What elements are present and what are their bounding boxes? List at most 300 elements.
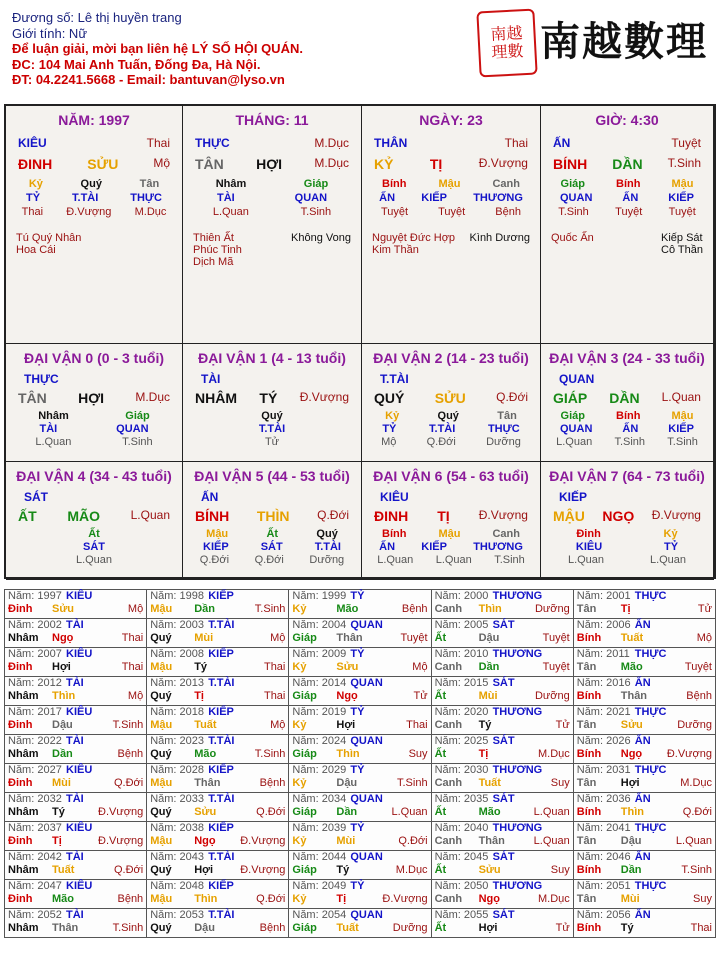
dai-van-hidden-row [545, 528, 709, 540]
year-chi: Dậu [620, 835, 642, 847]
year-cell [431, 880, 573, 909]
year-bottom-row [577, 835, 712, 848]
year-status: Suy [550, 864, 570, 876]
dai-van-hidden-status: L.Quan [75, 554, 113, 566]
pillar-hidden-stars: QUAN [560, 192, 593, 204]
year-chi: Hợi [620, 777, 640, 789]
year-label: Năm: 2038 [150, 822, 204, 834]
year-chi: Sửu [478, 864, 501, 876]
year-top-row [435, 793, 570, 806]
pillar-hidden_status-row [545, 206, 709, 218]
year-chi: Mùi [478, 690, 498, 702]
year-can: Kỷ [292, 661, 307, 673]
dai-van-hidden-status: Q.Đới [199, 554, 230, 566]
year-top-row [150, 619, 285, 632]
extra-star: Cô Thần [661, 244, 703, 256]
year-label: Năm: 2002 [8, 619, 62, 631]
pillar-star-status: M.Dục [314, 136, 349, 150]
year-chi: Sửu [194, 806, 217, 818]
year-status: Đ.Vượng [98, 806, 144, 818]
year-label: Năm: 2019 [292, 706, 347, 718]
year-label: Năm: 2045 [434, 851, 489, 863]
year-top-row [292, 677, 427, 690]
year-chi: Thìn [52, 690, 76, 702]
year-chi: Thân [336, 632, 363, 644]
year-label: Năm: 2040 [434, 822, 489, 834]
year-chi: Mão [336, 603, 359, 615]
year-bottom-row [292, 690, 427, 703]
year-can: Mậu [150, 661, 173, 673]
year-can: Tân [576, 661, 597, 673]
year-can: Bính [576, 690, 602, 702]
pillar-hidden: Nhâm [215, 178, 247, 190]
year-top-row [292, 851, 427, 864]
year-can: Giáp [292, 864, 317, 876]
dai-van-hidden: Kỷ [663, 528, 678, 540]
year-can: Ất [434, 864, 447, 876]
year-status: Dưỡng [534, 603, 570, 615]
year-status: M.Dục [680, 777, 712, 789]
dai-van-hidden: Bính [616, 410, 641, 422]
year-top-row [8, 648, 143, 661]
dai-van-hidden-status: L.Quan [649, 554, 687, 566]
year-star: QUAN [350, 851, 383, 863]
extra-star: Kim Thần [372, 244, 419, 256]
year-top-row [8, 909, 143, 922]
year-chi: Tuất [194, 719, 217, 731]
year-label: Năm: 2042 [8, 851, 62, 863]
dai-van-chi: DẦN [609, 390, 640, 406]
year-top-row [577, 822, 712, 835]
brand-logo: 南越數理 [540, 18, 708, 65]
dai-van-status: Đ.Vượng [651, 508, 701, 522]
pillar-hidden-row [10, 178, 178, 190]
pillar-status: T.Sinh [667, 156, 701, 170]
year-chi: Hợi [52, 661, 71, 673]
year-bottom-row [577, 864, 712, 877]
year-bottom-row [435, 893, 570, 906]
dai-van-status: Đ.Vượng [478, 508, 528, 522]
year-label: Năm: 2027 [8, 764, 62, 776]
year-chi: Tị [52, 835, 62, 847]
year-cell [5, 619, 147, 648]
year-bottom-row [150, 690, 285, 703]
year-label: Năm: 2052 [8, 909, 62, 921]
year-bottom-row [577, 777, 712, 790]
year-cell [5, 677, 147, 706]
year-can: Tân [576, 603, 597, 615]
dai-van-hidden-stars: TÀI [39, 423, 58, 435]
year-can: Giáp [292, 748, 317, 760]
year-status: Q.Đới [256, 806, 286, 818]
year-cell [147, 619, 289, 648]
dai-van-main-row [10, 508, 178, 524]
dai-van-hidden_status-row [366, 554, 536, 566]
year-star: KIÊU [66, 706, 93, 718]
pillar-star: KIÊU [18, 136, 47, 150]
year-can: Tân [576, 835, 597, 847]
year-cell [431, 735, 573, 764]
year-chi: Hợi [194, 864, 214, 876]
dai-van-status: Đ.Vượng [299, 390, 349, 404]
year-status: L.Quan [391, 806, 428, 818]
pillar-extras-right [661, 232, 703, 256]
year-bottom-row [150, 893, 285, 906]
year-bottom-row [577, 806, 712, 819]
year-can: Ất [434, 748, 447, 760]
year-top-row [150, 764, 285, 777]
year-label: Năm: 2043 [150, 851, 204, 863]
year-status: Thai [121, 661, 144, 673]
pillar-0 [6, 106, 183, 344]
year-bottom-row [8, 835, 143, 848]
year-can: Ất [434, 632, 447, 644]
year-cell [573, 764, 715, 793]
year-label: Năm: 2055 [434, 909, 489, 921]
year-star: SÁT [492, 619, 515, 631]
year-bottom-row [150, 835, 285, 848]
year-status: Bệnh [117, 893, 144, 905]
dai-van-title: ĐẠI VẬN 7 (64 - 73 tuổi) [549, 468, 705, 484]
year-status: Thai [263, 690, 286, 702]
pillar-hidden-row [545, 178, 709, 190]
year-top-row [8, 822, 143, 835]
pillar-title: GIỜ: 4:30 [595, 112, 659, 128]
year-star: THỰC [634, 648, 667, 660]
year-bottom-row [150, 661, 285, 674]
dai-van-hidden-stars: ẤN [622, 423, 639, 435]
dai-van-main-row [10, 390, 178, 406]
pillar-star-row [187, 136, 357, 150]
year-status: M.Dục [537, 748, 570, 760]
year-cell [147, 851, 289, 880]
year-status: Tử [555, 922, 570, 934]
year-label: Năm: 2029 [292, 764, 347, 776]
year-cell [147, 590, 289, 619]
pillar-hidden: Giáp [560, 178, 585, 190]
year-chi: Thân [194, 777, 221, 789]
year-cell [147, 648, 289, 677]
dai-van-hidden-status: T.Sinh [122, 436, 153, 448]
year-can: Quý [150, 690, 172, 702]
year-star: KIÊU [66, 822, 93, 834]
extra-star: Quốc Ấn [551, 232, 594, 244]
dai-van-hidden-stars: ẤN [379, 541, 396, 553]
year-can: Nhâm [8, 864, 39, 876]
year-cell [147, 764, 289, 793]
year-status: Q.Đới [398, 835, 428, 847]
dai-van-5 [183, 462, 362, 580]
year-chi: Sửu [336, 661, 359, 673]
dai-van-title: ĐẠI VẬN 2 (14 - 23 tuổi) [373, 350, 529, 366]
year-cell [573, 793, 715, 822]
year-bottom-row [435, 690, 570, 703]
pillar-hidden-stars: T.TÀI [72, 192, 99, 204]
pillar-hidden-status: T.Sinh [300, 206, 332, 218]
year-bottom-row [577, 690, 712, 703]
dai-van-title: ĐẠI VẬN 4 (34 - 43 tuổi) [16, 468, 172, 484]
year-label: Năm: 2032 [8, 793, 62, 805]
year-label: Năm: 2024 [292, 735, 347, 747]
year-can: Bính [576, 806, 602, 818]
pillar-extras-left [551, 232, 594, 256]
year-label: Năm: 2051 [576, 880, 631, 892]
year-chi: Dần [478, 661, 500, 673]
year-top-row [577, 619, 712, 632]
year-label: Năm: 1999 [292, 590, 347, 602]
dai-van-hidden_status-row [10, 554, 178, 566]
dai-van-0 [6, 344, 183, 462]
pillar-title: THÁNG: 11 [235, 112, 309, 128]
year-status: Q.Đới [113, 777, 144, 789]
year-label: Năm: 2031 [576, 764, 631, 776]
year-bottom-row [435, 922, 570, 935]
year-bottom-row [150, 632, 285, 645]
year-cell [5, 706, 147, 735]
year-can: Đinh [8, 777, 33, 789]
pillar-hidden_status-row [187, 206, 357, 218]
year-star: TÀI [66, 793, 84, 805]
year-label: Năm: 2009 [292, 648, 347, 660]
year-cell [289, 619, 431, 648]
dai-van-chi: NGỌ [602, 508, 635, 524]
year-top-row [435, 677, 570, 690]
year-status: Suy [550, 777, 570, 789]
year-bottom-row [150, 603, 285, 616]
table-row [5, 822, 716, 851]
year-status: Thai [121, 632, 144, 644]
year-can: Mậu [150, 719, 173, 731]
year-status: M.Dục [395, 864, 428, 876]
year-chi: Tị [336, 893, 347, 905]
dai-van-chi: HỢI [78, 390, 105, 406]
dai-van-hidden-row [545, 410, 709, 422]
year-bottom-row [8, 603, 143, 616]
year-chi: Mùi [194, 632, 214, 644]
year-cell [431, 909, 573, 938]
dai-van-1 [183, 344, 362, 462]
year-star: ẤN [634, 909, 651, 921]
year-star: THƯƠNG [492, 706, 543, 718]
year-can: Quý [150, 748, 172, 760]
year-top-row [577, 590, 712, 603]
dai-van-hidden_status-row [187, 436, 357, 448]
pillar-hidden-stars: ẤN [379, 192, 396, 204]
year-top-row [292, 706, 427, 719]
year-label: Năm: 2035 [434, 793, 489, 805]
year-label: Năm: 2026 [576, 735, 631, 747]
year-star: KIÊU [66, 764, 93, 776]
pillar-hidden-status: Tuyệt [381, 206, 409, 218]
year-label: Năm: 2017 [8, 706, 62, 718]
year-label: Năm: 2039 [292, 822, 347, 834]
year-top-row [435, 764, 570, 777]
year-status: L.Quan [533, 806, 570, 818]
year-chi: Ngọ [478, 893, 500, 905]
year-can: Mậu [150, 603, 173, 615]
dai-van-star: ẤN [201, 490, 219, 504]
year-label: Năm: 2011 [576, 648, 630, 660]
dai-van-4 [6, 462, 183, 580]
pillar-star-row [545, 136, 709, 150]
year-label: Năm: 2034 [292, 793, 347, 805]
year-top-row [577, 735, 712, 748]
pillar-3 [541, 106, 714, 344]
year-star: KIẾP [208, 764, 234, 776]
year-status: Q.Đới [256, 893, 286, 905]
dai-van-can: GIÁP [553, 390, 588, 406]
year-can: Nhâm [8, 806, 39, 818]
year-label: Năm: 2000 [434, 590, 489, 602]
year-status: Mộ [696, 632, 712, 644]
year-chi: Tý [336, 864, 350, 876]
year-can: Nhâm [8, 748, 39, 760]
dai-van-hidden: Giáp [125, 410, 150, 422]
year-cell [289, 851, 431, 880]
dai-van-hidden: Quý [316, 528, 338, 540]
extra-star: Phúc Tinh [193, 244, 242, 256]
year-status: Thai [406, 719, 428, 731]
year-cell [289, 793, 431, 822]
year-label: Năm: 2041 [576, 822, 631, 834]
dai-van-can: ĐINH [374, 508, 409, 524]
year-top-row [8, 590, 143, 603]
year-status: Suy [408, 748, 428, 760]
year-cell [573, 851, 715, 880]
dai-van-hidden_status-row [10, 436, 178, 448]
year-chi: Tuất [52, 864, 75, 876]
year-cell [431, 764, 573, 793]
year-chi: Ngọ [336, 690, 358, 702]
pillar-hidden: Kỷ [28, 178, 43, 190]
year-star: TÀI [66, 851, 84, 863]
dai-van-main-row [545, 390, 709, 406]
year-status: Bệnh [117, 748, 144, 760]
year-star: ẤN [634, 619, 651, 631]
pillar-chi: TỊ [429, 156, 443, 172]
year-chi: Mão [620, 661, 643, 673]
dai-van-hidden-status: Q.Đới [254, 554, 284, 566]
dai-van-hidden_status-row [366, 436, 536, 448]
year-chi: Ngọ [194, 835, 216, 847]
dai-van-can: BÍNH [195, 508, 230, 524]
table-row [5, 764, 716, 793]
year-star: QUAN [350, 793, 383, 805]
year-star: TỶ [350, 648, 365, 660]
dai-van-can: NHÂM [195, 390, 237, 406]
year-top-row [435, 590, 570, 603]
pillar-can: BÍNH [553, 156, 588, 172]
year-cell [573, 590, 715, 619]
year-chi: Tuất [336, 922, 359, 934]
year-top-row [8, 764, 143, 777]
table-row [5, 735, 716, 764]
dai-van-3 [541, 344, 714, 462]
year-top-row [435, 648, 570, 661]
dai-van-star: KIẾP [559, 490, 588, 504]
dai-van-main-row [366, 390, 536, 406]
year-bottom-row [435, 603, 570, 616]
year-cell [431, 793, 573, 822]
year-chi: Tị [194, 690, 204, 702]
dai-van-6 [362, 462, 541, 580]
year-label: Năm: 2003 [150, 619, 204, 631]
year-cell [289, 909, 431, 938]
dai-van-hidden-row [10, 410, 178, 422]
pillar-hidden: Quý [80, 178, 102, 190]
dai-van-chi: TÝ [259, 390, 278, 406]
pillar-hidden-row [366, 178, 536, 190]
dai-van-hidden-status: L.Quan [377, 554, 414, 566]
year-bottom-row [292, 748, 427, 761]
dai-van-hidden_stars-row [366, 423, 536, 435]
year-label: Năm: 2007 [8, 648, 62, 660]
pillar-chi: SỬU [87, 156, 119, 172]
year-chi: Mùi [336, 835, 356, 847]
dai-van-status: Q.Đới [496, 390, 528, 404]
pillar-main-row [366, 156, 536, 172]
year-chi: Hợi [478, 922, 498, 934]
year-chi: Mùi [52, 777, 71, 789]
year-label: Năm: 2020 [434, 706, 489, 718]
pillar-extras [10, 232, 178, 256]
year-status: Thai [263, 661, 286, 673]
year-can: Quý [150, 922, 172, 934]
pillar-hidden-status: L.Quan [212, 206, 249, 218]
year-status: Bệnh [401, 603, 428, 615]
year-star: KIÊU [66, 648, 93, 660]
dai-van-hidden: Quý [437, 410, 459, 422]
year-star: TỶ [350, 880, 365, 892]
year-chi: Mão [478, 806, 501, 818]
year-top-row [577, 764, 712, 777]
dai-van-hidden-status: Dưỡng [486, 436, 521, 448]
year-bottom-row [8, 661, 143, 674]
year-label: Năm: 2036 [576, 793, 631, 805]
year-status: Tuyệt [542, 661, 570, 673]
year-chi: Mùi [620, 893, 640, 905]
year-top-row [435, 909, 570, 922]
year-chi: Dậu [478, 632, 500, 644]
year-status: Mộ [270, 719, 286, 731]
pillar-hidden-status: M.Dục [134, 206, 167, 218]
year-star: TỶ [350, 706, 365, 718]
dai-van-title: ĐẠI VẬN 1 (4 - 13 tuổi) [198, 350, 346, 366]
year-cell [431, 619, 573, 648]
year-top-row [150, 677, 285, 690]
year-top-row [150, 735, 285, 748]
dai-van-can: MẬU [553, 508, 585, 524]
year-chi: Ngọ [52, 632, 74, 644]
year-bottom-row [435, 777, 570, 790]
year-chi: Tị [478, 748, 489, 760]
year-chi: Dậu [194, 922, 215, 934]
pillar-hidden-row [187, 178, 357, 190]
year-star: QUAN [350, 735, 383, 747]
pillar-hidden: Canh [492, 178, 520, 190]
year-cell [289, 590, 431, 619]
dai-van-title: ĐẠI VẬN 3 (24 - 33 tuổi) [549, 350, 705, 366]
dai-van-status: M.Dục [135, 390, 170, 404]
dai-van-hidden-status: L.Quan [556, 436, 593, 448]
year-can: Canh [434, 835, 463, 847]
year-can: Kỷ [292, 603, 307, 615]
pillar-hidden-status: Tuyệt [438, 206, 466, 218]
year-bottom-row [435, 806, 570, 819]
year-label: Năm: 2012 [8, 677, 62, 689]
year-label: Năm: 2025 [434, 735, 489, 747]
dai-van-hidden-row [10, 528, 178, 540]
